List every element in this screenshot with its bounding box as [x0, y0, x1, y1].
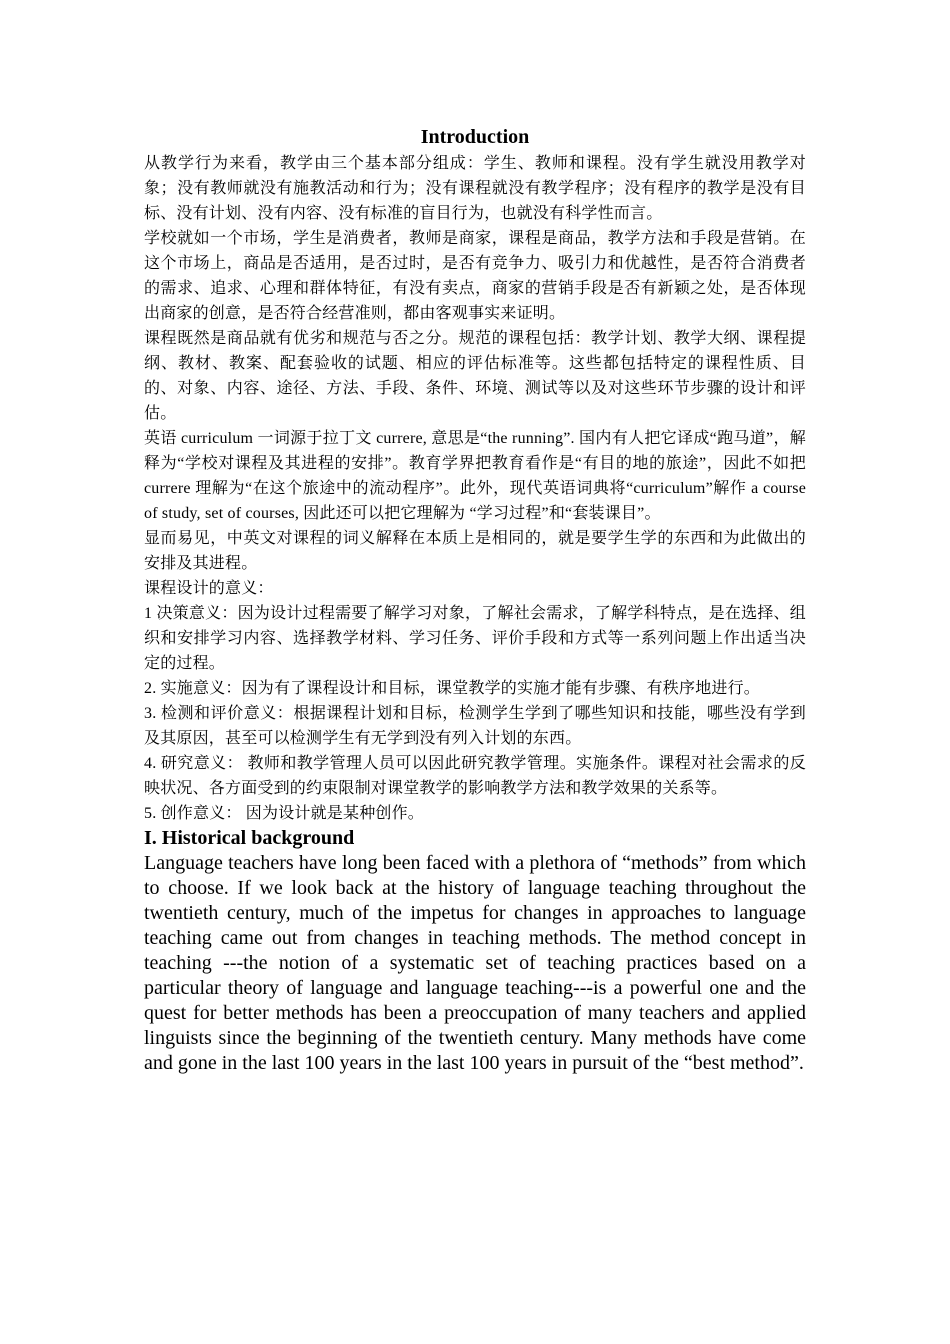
paragraph-course-standards: 课程既然是商品就有优劣和规范与否之分。规范的课程包括：教学计划、教学大纲、课程提纲、教材、教案、配套验收的试题、相应的评估标准等。这些都包括特定的课程性质、目的、对象、内容、途径、方法、手段、条件、环境、测试等以及对这些环节步骤的设计和评估。 — [144, 330, 806, 422]
document-title: Introduction — [420, 126, 530, 148]
list-item-evaluation: 3. 检测和评价意义：根据课程计划和目标，检测学生学到了哪些知识和技能，哪些没有学到及其原因，甚至可以检测学生有无学到没有列入计划的东西。 — [144, 705, 806, 747]
paragraph-design-significance-heading: 课程设计的意义： — [144, 580, 274, 597]
paragraph-curriculum-etymology: 英语 curriculum 一词源于拉丁文 currere, 意思是“the running”. 国内有人把它译成“跑马道”，解释为“学校对课程及其进程的安排”。教育学界把教育看作是“有目的地的旅途”，因此不如把 currere 理解为“在这个旅途中的流动程序”。此外，现代英语词典将“curriculum”解作 a course of study, set of courses, 因此还可以把它理解为 “学习过程”和“套装课目”。 — [144, 430, 806, 522]
paragraph-meaning-summary: 显而易见，中英文对课程的词义解释在本质上是相同的，就是要学生学的东西和为此做出的安排及其进程。 — [144, 530, 806, 572]
paragraph-teaching-components: 从教学行为来看，教学由三个基本部分组成：学生、教师和课程。没有学生就没用教学对象；没有教师就没有施教活动和行为；没有课程就没有教学程序；没有程序的教学是没有目标、没有计划、没有内容、没有标准的盲目行为，也就没有科学性而言。 — [144, 155, 806, 222]
list-item-research: 4. 研究意义： 教师和教学管理人员可以因此研究教学管理。实施条件。课程对社会需求的反映状况、各方面受到的约束限制对课堂教学的影响教学方法和教学效果的关系等。 — [144, 755, 806, 797]
list-item-creation: 5. 创作意义： 因为设计就是某种创作。 — [144, 805, 425, 822]
section-body: Language teachers have long been faced with a plethora of “methods” from which to choose. If we look back at the history of language teaching throughout the twentieth century, much of the impetus for changes in approaches to language teaching came out from changes in teaching methods. The method concept in teaching ---the notion of a systematic set of teaching practices based on a particular theory of language and language teaching---is a powerful one and the quest for better methods has been a preoccupation of many teachers and applied linguists since the beginning of the twentieth century. Many methods have come and gone in the last 100 years in the last 100 years in pursuit of the “best method”. — [144, 852, 806, 1074]
chinese-section — [144, 151, 806, 826]
paragraph-market-analogy: 学校就如一个市场，学生是消费者，教师是商家，课程是商品，教学方法和手段是营销。在这个市场上，商品是否适用，是否过时，是否有竞争力、吸引力和优越性，是否符合消费者的需求、追求、心理和群体特征，有没有卖点，商家的营销手段是否有新颖之处，是否体现出商家的创意，是否符合经营准则，都由客观事实来证明。 — [144, 230, 806, 322]
list-item-decision: 1 决策意义：因为设计过程需要了解学习对象，了解社会需求，了解学科特点，是在选择、组织和安排学习内容、选择教学材料、学习任务、评价手段和方式等一系列问题上作出适当决定的过程。 — [144, 605, 806, 672]
document-content — [144, 123, 806, 1076]
list-item-implementation: 2. 实施意义：因为有了课程设计和目标，课堂教学的实施才能有步骤、有秩序地进行。 — [144, 680, 761, 697]
section-heading: I. Historical background — [144, 827, 355, 849]
